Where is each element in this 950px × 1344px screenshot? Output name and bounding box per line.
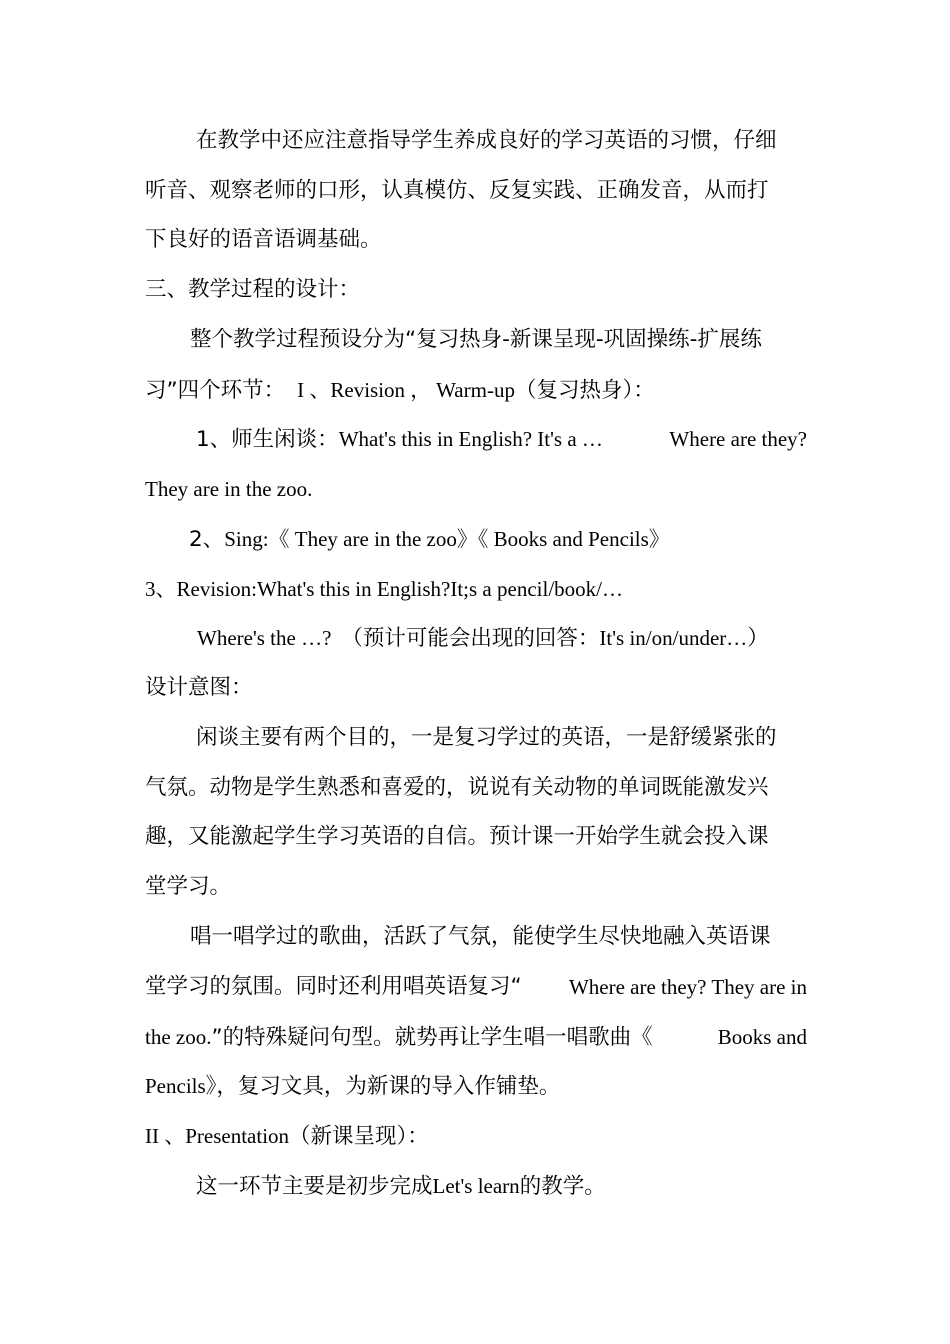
paragraph-line: 闲谈主要有两个目的，一是复习学过的英语，一是舒缓紧张的 xyxy=(196,725,777,750)
paragraph-line: 堂学习。 xyxy=(145,874,232,899)
paragraph-line: 堂学习的氛围。同时还利用唱英语复习“ Where are they? They are in xyxy=(145,974,807,999)
paragraph-line: 听音、观察老师的口形，认真模仿、反复实践、正确发音，从而打 xyxy=(145,178,769,203)
paragraph-line: the zoo.”的特殊疑问句型。就势再让学生唱一唱歌曲《 Books and xyxy=(145,1025,807,1050)
paragraph-line: Pencils》，复习文具，为新课的导入作铺垫。 xyxy=(145,1074,561,1099)
list-item: 2、Sing:《 They are in the zoo》《 Books and Pencils》 xyxy=(189,527,670,552)
list-item: Where's the …? （预计可能会出现的回答：It's in/on/under…） xyxy=(197,626,769,651)
paragraph-line: 整个教学过程预设分为“复习热身-新课呈现-巩固操练-扩展练 xyxy=(190,327,762,352)
list-item: They are in the zoo. xyxy=(145,477,313,501)
paragraph-line: 习”四个环节： I 、Revision ， Warm-up（复习热身）： xyxy=(145,378,655,403)
list-item: 1、师生闲谈：What's this in English? It's a … Where are they? xyxy=(196,427,807,452)
paragraph-line: 这一环节主要是初步完成Let's learn的教学。 xyxy=(196,1174,606,1199)
section-heading: 设计意图： xyxy=(145,675,253,700)
paragraph-line: 气氛。动物是学生熟悉和喜爱的，说说有关动物的单词既能激发兴 xyxy=(145,775,769,800)
paragraph-line: 趣，又能激起学生学习英语的自信。预计课一开始学生就会投入课 xyxy=(145,824,769,849)
section-heading: 三、教学过程的设计： xyxy=(145,277,361,302)
paragraph-line: 下良好的语音语调基础。 xyxy=(145,227,382,252)
list-item: 3、Revision:What's this in English?It;s a pencil/book/… xyxy=(145,577,623,601)
paragraph-line: 在教学中还应注意指导学生养成良好的学习英语的习惯，仔细 xyxy=(196,128,777,153)
section-heading: II 、Presentation（新课呈现）： xyxy=(145,1124,429,1149)
paragraph-line: 唱一唱学过的歌曲，活跃了气氛，能使学生尽快地融入英语课 xyxy=(190,924,771,949)
